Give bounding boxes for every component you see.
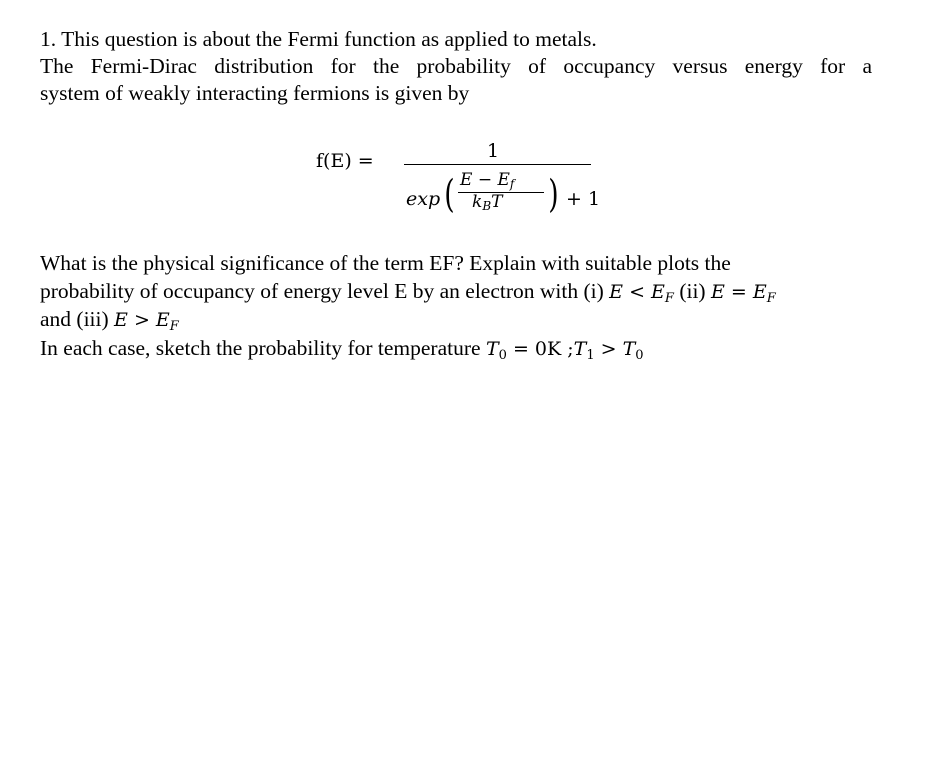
equation-inner-denominator: $k_BT$ bbox=[472, 192, 503, 213]
question-line-3: system of weakly interacting fermions is given by bbox=[40, 81, 470, 105]
body-line-2: probability of occupancy of energy level E by an electron with (i) $E < E_F$ (ii) $E = E_F$ bbox=[40, 278, 776, 306]
math-e-equals-ef: E = E bbox=[710, 280, 767, 303]
math-t1: T bbox=[573, 337, 587, 360]
equation-fraction-bar bbox=[404, 164, 591, 165]
body-line-1: What is the physical significance of the term EF? Explain with suitable plots the bbox=[40, 251, 731, 275]
fermi-dirac-equation bbox=[316, 140, 601, 230]
equation-right-paren: ) bbox=[548, 172, 559, 216]
equation-numerator: 1 bbox=[487, 140, 500, 162]
equation-exp-label: exp bbox=[406, 188, 441, 210]
body-line-4: In each case, sketch the probability for temperature $T_0 = 0K$ $;T_1 > T_0$ bbox=[40, 335, 644, 363]
body-line-3: and (iii) $E > E_F$ bbox=[40, 307, 179, 334]
equation-left-paren: ( bbox=[444, 172, 455, 216]
math-t0-b: T bbox=[622, 337, 636, 360]
math-e-greater-ef: E > E bbox=[114, 309, 170, 331]
question-body bbox=[40, 250, 872, 363]
question-line-2: The Fermi-Dirac distribution for the probability of occupancy versus energy for a bbox=[40, 54, 872, 78]
equation-denominator bbox=[406, 170, 601, 226]
question-line-1: 1. This question is about the Fermi function as applied to metals. bbox=[40, 27, 597, 51]
equation-plus-one: + 1 bbox=[566, 188, 601, 210]
math-t0: T bbox=[485, 337, 499, 360]
math-e-less-ef: E < E bbox=[609, 280, 665, 303]
question-intro bbox=[40, 26, 872, 107]
equation-inner-numerator: $E - E_f$ bbox=[460, 170, 515, 191]
equation-lhs: f(E) = bbox=[316, 150, 374, 172]
